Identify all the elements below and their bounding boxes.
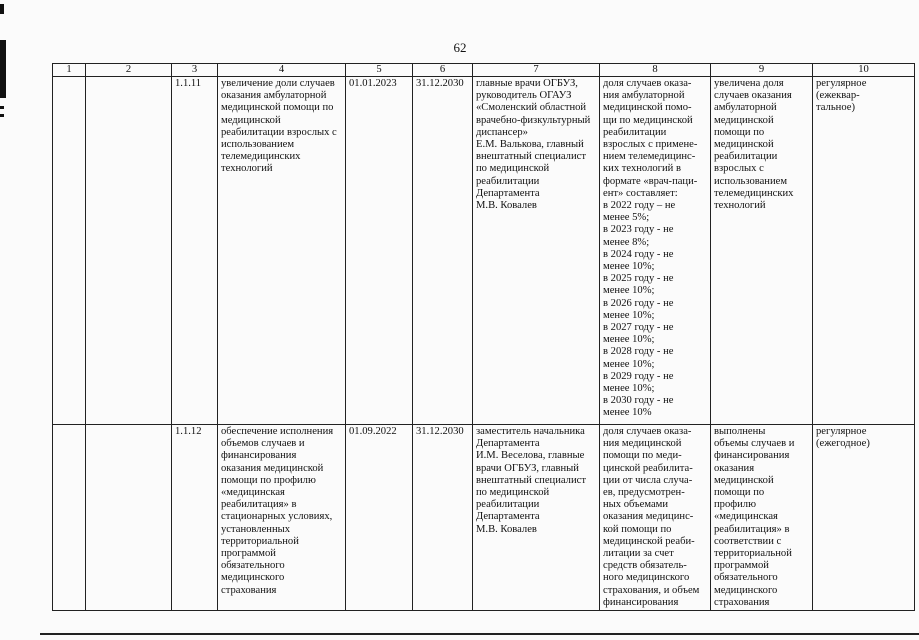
table-row [53, 77, 915, 425]
activity-description: обеспечение исполнения объемов случаев и финансирования оказания медицинской помощи по профилю «медицинская реабилитация» в стационарных условиях, установленных территориальной программой обязательного медицинского страхования [218, 425, 346, 611]
column-number: 3 [172, 64, 218, 77]
responsible-persons: главные врачи ОГБУЗ, руководитель ОГАУЗ «Смоленский областной врачебно-физкультурный диспансер» Е.М. Валькова, главный внештатный специалист по медицинской реабилитации Департамента М.В. Ковалев [473, 77, 600, 425]
cell-col2 [86, 77, 172, 425]
activity-description: увеличение доли случаев оказания амбулаторной медицинской помощи по медицинской реабилитации взрослых с использованием телемедицинских технологий [218, 77, 346, 425]
cell-col2 [86, 425, 172, 611]
end-date: 31.12.2030 [413, 77, 473, 425]
table-row [53, 425, 915, 611]
expected-result: увеличена доля случаев оказания амбулаторной медицинской помощи по медицинской реабилитации взрослых с использованием телемедицинских технологий [711, 77, 813, 425]
column-number: 1 [53, 64, 86, 77]
start-date: 01.01.2023 [346, 77, 413, 425]
cell-col1 [53, 425, 86, 611]
item-number: 1.1.11 [172, 77, 218, 425]
page-bottom-border [40, 633, 919, 635]
target-indicator: доля случаев оказа- ния амбулаторной медицинской помо- щи по медицинской реабилитации взрослых с примене- нием телемедицинс- ких технологий в формате «врач-паци- ент» составляет: в 2022 году – не менее 5%; в 2023 году - не менее 8%; в 2024 году - не менее 10%; в 2025 году - не менее 10%; в 2026 году - не менее 10%; в 2027 году - не менее 10%; в 2028 году - не менее 10%; в 2029 году - не менее 10%; в 2030 году - не менее 10% [600, 77, 711, 425]
expected-result: выполнены объемы случаев и финансирования оказания медицинской помощи по профилю «медицинская реабилитация» в соответствии с территориальной программой обязательного медицинского страхования [711, 425, 813, 611]
page-number: 62 [453, 40, 467, 55]
scan-artifact-bar [0, 40, 6, 98]
end-date: 31.12.2030 [413, 425, 473, 611]
column-number-row [53, 64, 915, 77]
column-number: 9 [711, 64, 813, 77]
target-indicator: доля случаев оказа- ния медицинской помощи по меди- цинской реабилита- ции от числа случа- ев, предусмотрен- ных объемами оказания медицинс- кой помощи по медицинской реаби- литации за счет средств обязатель- ного медицинского страхования, и объем финансирования [600, 425, 711, 611]
item-number: 1.1.12 [172, 425, 218, 611]
start-date: 01.09.2022 [346, 425, 413, 611]
column-number: 4 [218, 64, 346, 77]
responsible-persons: заместитель начальника Департамента И.М. Веселова, главные врачи ОГБУЗ, главный внештатный специалист по медицинской реабилитации Департамента М.В. Ковалев [473, 425, 600, 611]
column-number: 8 [600, 64, 711, 77]
cell-col1 [53, 77, 86, 425]
scan-artifact-dot [0, 106, 4, 109]
reporting-frequency: регулярное (ежегодное) [813, 425, 915, 611]
scan-artifact-dot [0, 114, 4, 117]
program-table [52, 63, 915, 611]
column-number: 7 [473, 64, 600, 77]
reporting-frequency: регулярное (ежеквар- тальное) [813, 77, 915, 425]
column-number: 10 [813, 64, 915, 77]
column-number: 2 [86, 64, 172, 77]
scan-artifact-top [0, 4, 4, 14]
column-number: 6 [413, 64, 473, 77]
column-number: 5 [346, 64, 413, 77]
